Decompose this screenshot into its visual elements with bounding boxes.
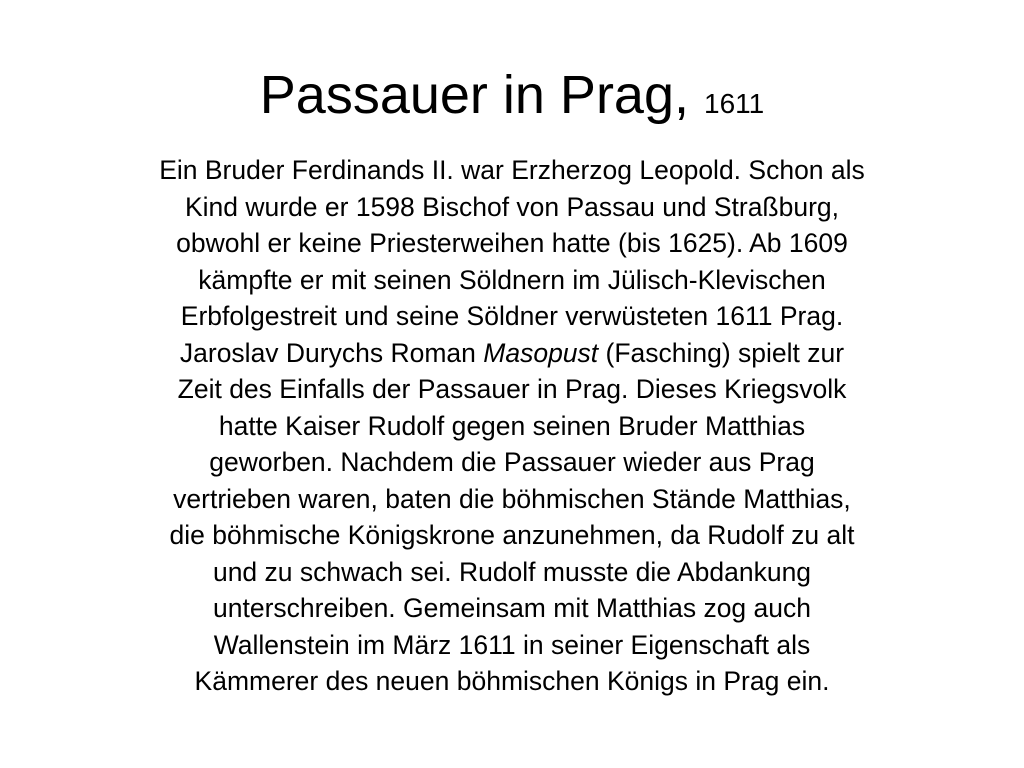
body-line-part: Jaroslav Durychs Roman <box>179 337 484 368</box>
body-line: geworben. Nachdem die Passauer wieder aus Prag <box>209 447 815 477</box>
italic-book-title: Masopust <box>483 337 599 368</box>
body-line-with-italic-title <box>40 335 984 372</box>
body-line: und zu schwach sei. Rudolf musste die Abdankung <box>212 556 812 587</box>
body-line: unterschreiben. Gemeinsam mit Matthias zog auch <box>213 593 811 623</box>
body-line: Kind wurde er 1598 Bischof von Passau und Straßburg, <box>184 191 840 222</box>
body-line: hatte Kaiser Rudolf gegen seinen Bruder Matthias <box>218 410 806 441</box>
body-line: Erbfolgestreit und seine Söldner verwüsteten 1611 Prag. <box>180 301 844 331</box>
body-line: obwohl er keine Priesterweihen hatte (bis 1625). Ab 1609 <box>176 228 848 258</box>
slide-body <box>40 152 984 700</box>
body-line: vertrieben waren, baten die böhmischen Stände Matthias, <box>173 483 851 514</box>
title-text: Passauer in Prag, <box>259 65 689 125</box>
body-line: die böhmische Königskrone anzunehmen, da Rudolf zu alt <box>169 520 855 550</box>
body-line: Wallenstein im März 1611 in seiner Eigenschaft als <box>213 629 811 660</box>
body-line: kämpfte er mit seinen Söldnern im Jülisch-Klevischen <box>198 264 826 295</box>
slide-title <box>0 62 1024 137</box>
body-line: Zeit des Einfalls der Passauer in Prag. Dieses Kriegsvolk <box>177 374 847 404</box>
body-line: Ein Bruder Ferdinands II. war Erzherzog Leopold. Schon als <box>159 155 865 185</box>
title-year: 1611 <box>704 88 765 119</box>
body-line-part: (Fasching) spielt zur <box>598 337 845 368</box>
body-line: Kämmerer des neuen böhmischen Königs in Prag ein. <box>194 666 830 696</box>
